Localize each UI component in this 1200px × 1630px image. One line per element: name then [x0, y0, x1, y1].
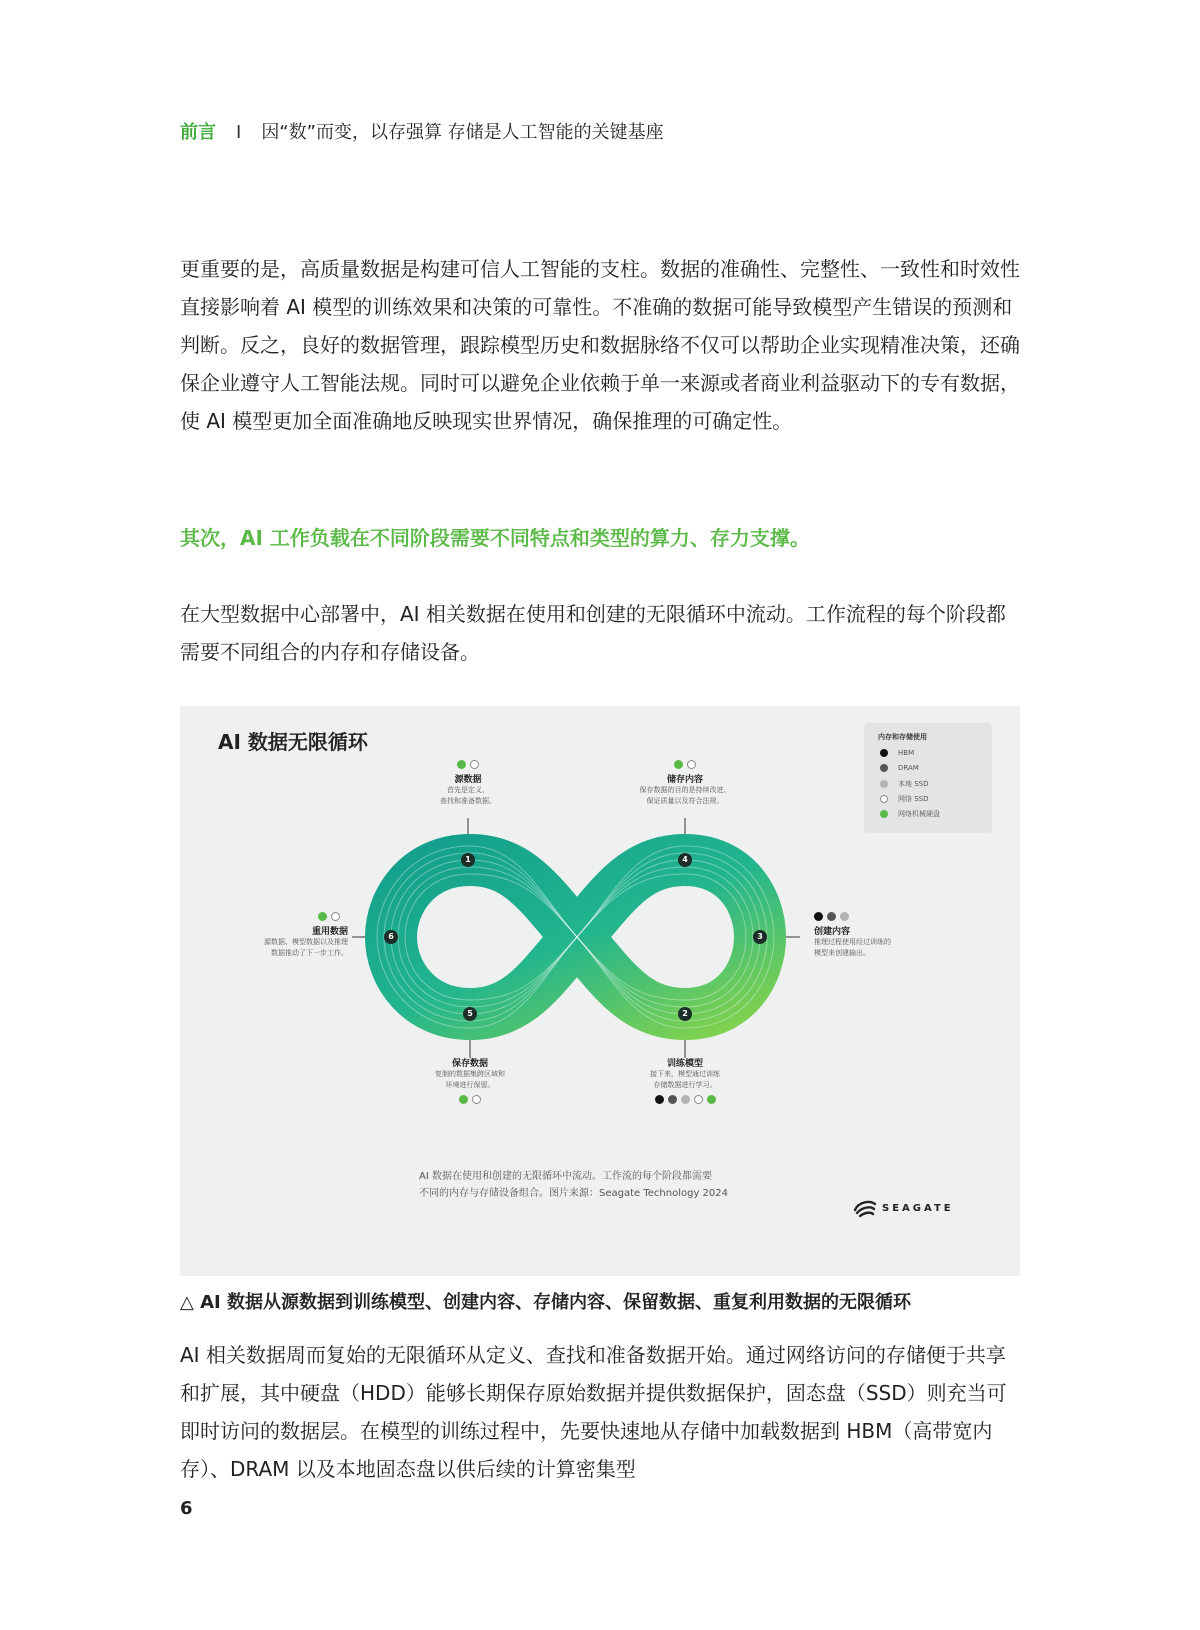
stage-desc: 查找和准备数据。 [440, 797, 496, 805]
stage-store-content [620, 760, 750, 807]
legend-label: 网络 SSD [898, 795, 929, 803]
step-3-badge: 3 [753, 930, 767, 944]
storage-dots [814, 912, 934, 921]
stage-desc: 首先是定义、 [447, 786, 489, 794]
network-ssd-dot [472, 1095, 481, 1104]
figure-caption: △ AI 数据从源数据到训练模型、创建内容、存储内容、保留数据、重复利用数据的无限循环 [180, 1292, 911, 1313]
stage-name: 创建内容 [814, 927, 851, 937]
legend-item-network-hdd [880, 809, 940, 819]
stage-name: 源数据 [454, 775, 482, 785]
body-paragraph-2: 在大型数据中心部署中，AI 相关数据在使用和创建的无限循环中流动。工作流程的每个阶段都需要不同组合的内存和存储设备。 [180, 602, 1006, 664]
section-label: 前言 [180, 122, 216, 143]
hdd-dot [674, 760, 683, 769]
figure-title: AI 数据无限循环 [218, 730, 368, 754]
network-ssd-dot [687, 760, 696, 769]
stage-create-content [814, 912, 934, 959]
legend-swatch [880, 795, 888, 803]
seagate-mark-icon [852, 1198, 878, 1218]
step-6-badge: 6 [384, 930, 398, 944]
infinity-loop-figure [180, 706, 1020, 1276]
stage-desc: 数据推动了下一步工作。 [271, 949, 348, 957]
stage-desc: 接下来，模型通过训练 [650, 1070, 720, 1078]
dram-dot [668, 1095, 677, 1104]
stage-retain-data [410, 1056, 530, 1104]
step-2-badge: 2 [678, 1007, 692, 1021]
legend-label: 网络机械硬盘 [898, 810, 940, 818]
stage-desc: 保存数据的目的是持续改进、 [639, 786, 731, 794]
legend-swatch [880, 764, 888, 772]
stage-name: 储存内容 [666, 775, 703, 785]
legend-label: DRAM [898, 764, 919, 772]
stage-reuse-data [228, 912, 348, 959]
legend-swatch [880, 810, 888, 818]
stage-desc: 模型来创建输出。 [814, 949, 870, 957]
storage-dots [228, 912, 340, 921]
legend-item-network-ssd [880, 794, 929, 804]
network-ssd-dot [470, 760, 479, 769]
hdd-dot [459, 1095, 468, 1104]
network-ssd-dot [331, 912, 340, 921]
legend-item-hbm [880, 749, 914, 757]
stage-desc: 存储数据进行学习。 [653, 1081, 717, 1089]
stage-desc: 环境进行保留。 [445, 1081, 495, 1089]
local-ssd-dot [681, 1095, 690, 1104]
highlight-heading: 其次，AI 工作负载在不同阶段需要不同特点和类型的算力、存力支撑。 [180, 526, 810, 550]
page-number: 6 [180, 1498, 193, 1519]
storage-dots [418, 760, 518, 769]
stage-source-data [418, 760, 518, 807]
stage-desc: 源数据、模型数据以及推理 [264, 938, 348, 946]
stage-desc: 保证质量以及符合法规。 [646, 797, 724, 805]
legend-item-dram [880, 764, 919, 772]
legend-label: HBM [898, 749, 915, 757]
legend-label: 本地 SSD [898, 780, 929, 788]
step-4-badge: 4 [678, 853, 692, 867]
figure-inner-caption [419, 1168, 728, 1202]
stage-name: 训练模型 [666, 1059, 703, 1069]
stage-desc: 复制的数据集跨区域和 [435, 1070, 505, 1078]
caption-line: AI 数据在使用和创建的无限循环中流动。工作流的每个阶段都需要 [419, 1171, 712, 1182]
hdd-dot [318, 912, 327, 921]
dram-dot [827, 912, 836, 921]
header-separator: I [236, 122, 242, 143]
stage-name: 重用数据 [311, 927, 348, 937]
stage-name: 保存数据 [451, 1059, 488, 1069]
seagate-logo [852, 1198, 954, 1218]
hdd-dot [707, 1095, 716, 1104]
legend-swatch [880, 749, 888, 757]
storage-dots [625, 1095, 745, 1104]
step-5-badge: 5 [463, 1007, 477, 1021]
storage-legend [864, 723, 992, 833]
caption-line: 不同的内存与存储设备组合。图片来源：Seagate Technology 2024 [419, 1188, 728, 1199]
storage-dots [620, 760, 750, 769]
legend-item-local-ssd [880, 779, 929, 789]
page-header [180, 118, 664, 144]
legend-title: 内存和存储使用 [878, 733, 927, 741]
body-paragraph-1: 更重要的是，高质量数据是构建可信人工智能的支柱。数据的准确性、完整性、一致性和时效性直接影响着 AI 模型的训练效果和决策的可靠性。不准确的数据可能导致模型产生错误的预测和判断。反之，良好的数据管理，跟踪模型历史和数据脉络不仅可以帮助企业实现精准决策，还确保企业遵守人工智能法规。同时可以避免企业依赖于单一来源或者商业利益驱动下的专有数据，使 AI 模型更加全面准确地反映现实世界情况，确保推理的可确定性。 [180, 257, 1020, 433]
hbm-dot [655, 1095, 664, 1104]
storage-dots [410, 1095, 530, 1104]
stage-desc: 推理过程使用经过训练的 [814, 938, 891, 946]
header-title: 因“数”而变，以存强算 存储是人工智能的关键基座 [261, 122, 664, 143]
network-ssd-dot [694, 1095, 703, 1104]
body-paragraph-3: AI 相关数据周而复始的无限循环从定义、查找和准备数据开始。通过网络访问的存储便于共享和扩展，其中硬盘（HDD）能够长期保存原始数据并提供数据保护，固态盘（SSD）则充当可即时访问的数据层。在模型的训练过程中，先要快速地从存储中加载数据到 HBM（高带宽内存）、DRAM 以及本地固态盘以供后续的计算密集型 [180, 1343, 1007, 1481]
legend-swatch [880, 780, 888, 788]
seagate-wordmark: SEAGATE [882, 1202, 954, 1214]
hdd-dot [457, 760, 466, 769]
step-1-badge: 1 [461, 853, 475, 867]
local-ssd-dot [840, 912, 849, 921]
stage-train-model [625, 1056, 745, 1104]
hbm-dot [814, 912, 823, 921]
